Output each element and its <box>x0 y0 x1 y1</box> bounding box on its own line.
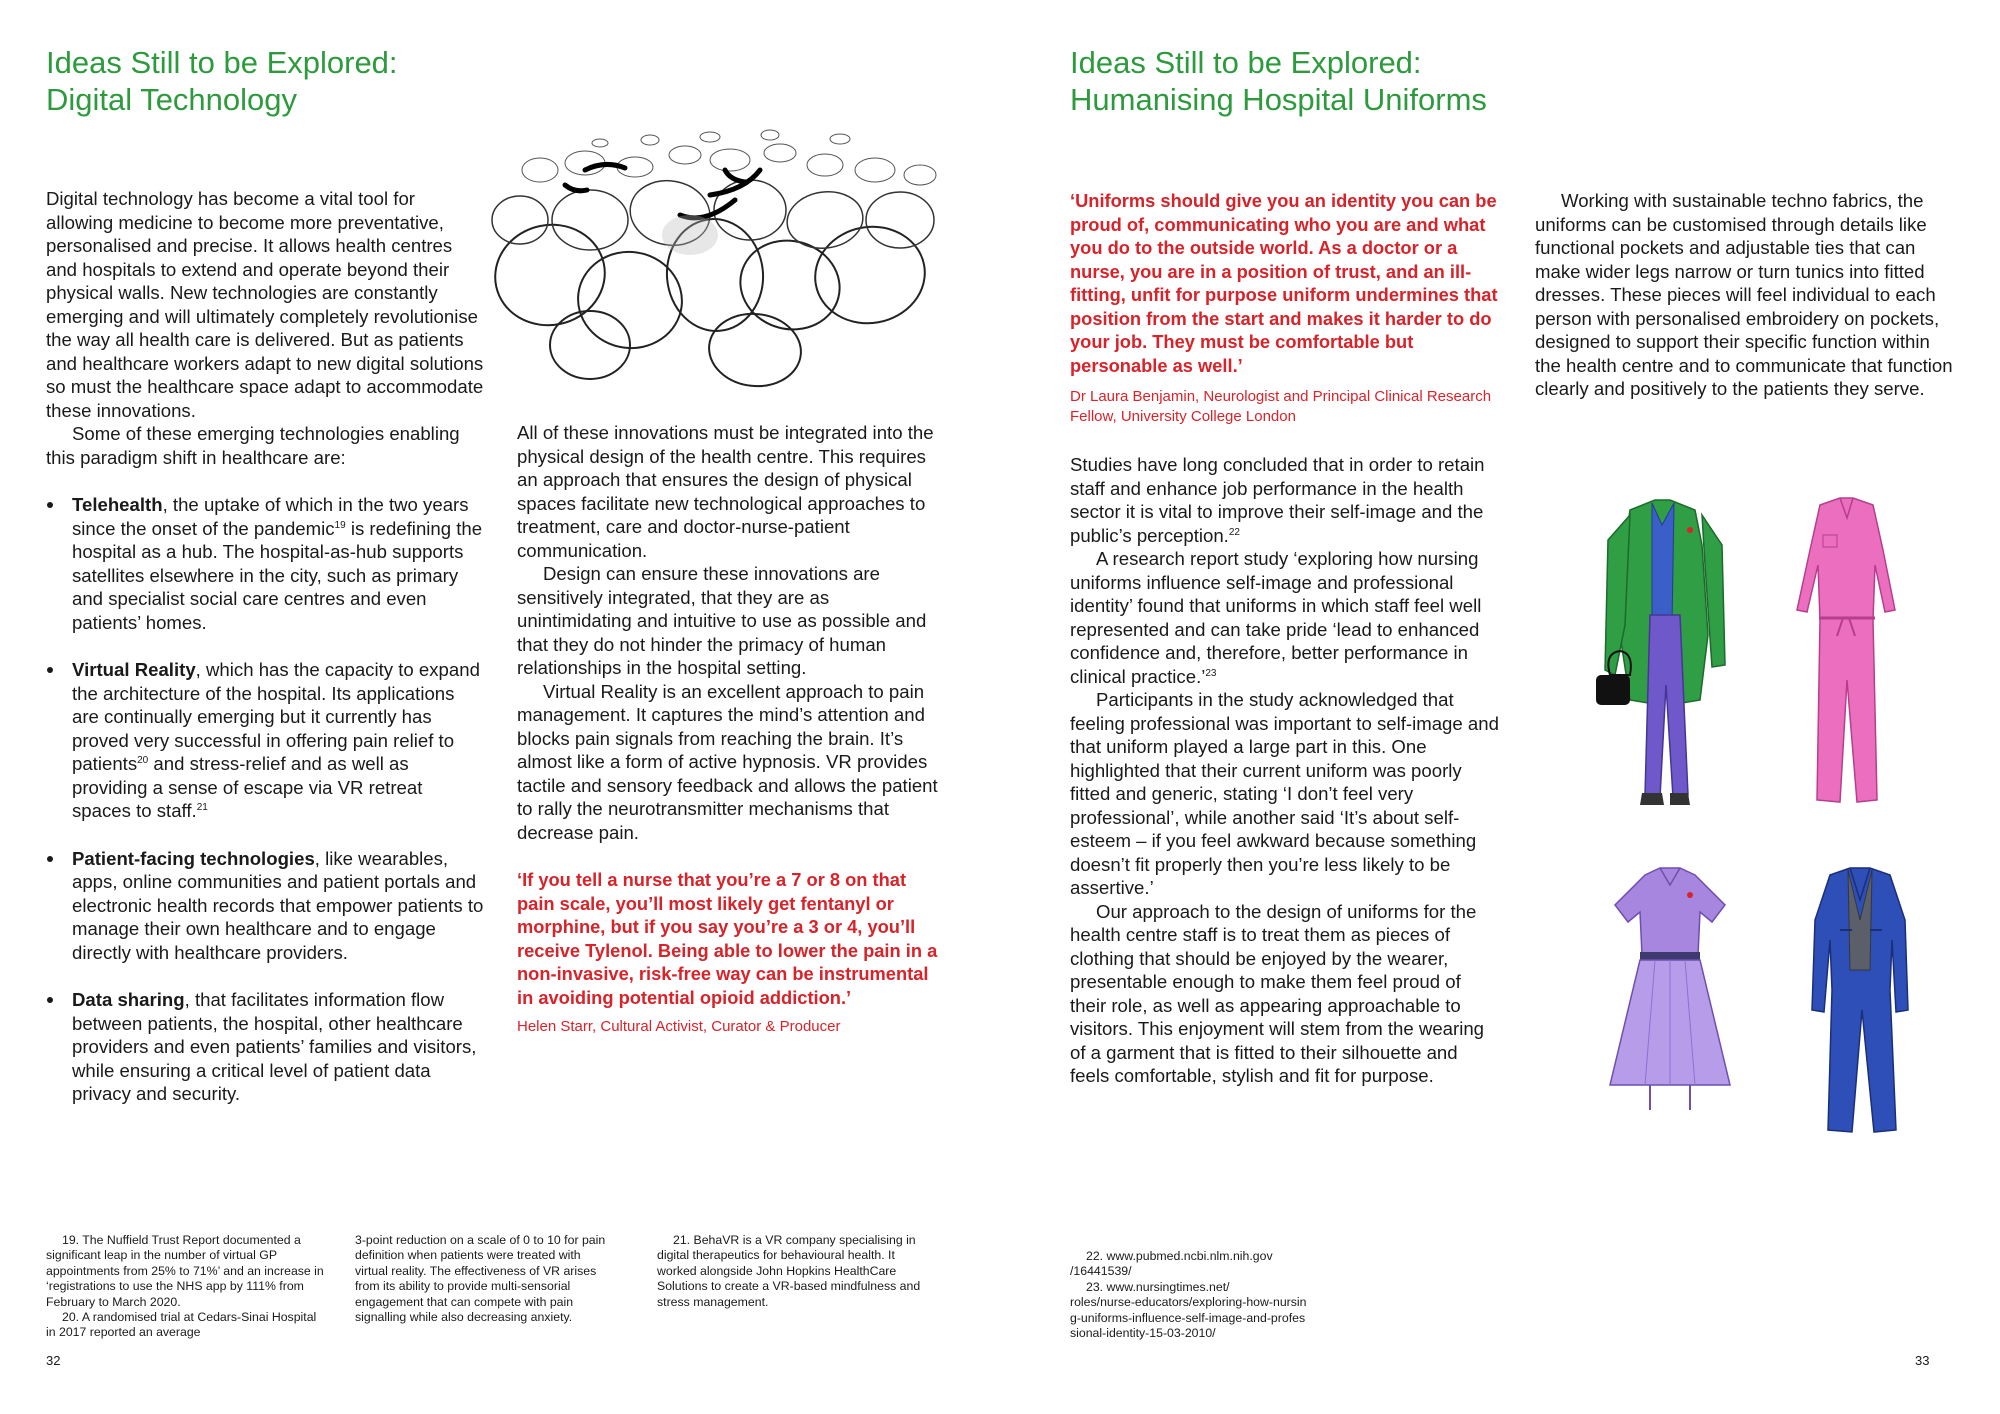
paragraph-text: A research report study ‘exploring how nursing uniforms influence self-image and professional identity’ found that uniforms in which staff feel well represented and can take pride ‘lead to enhanced confidence and, therefore, better performance in clinical practice.’ <box>1070 548 1482 687</box>
bullet-term: Telehealth <box>72 494 163 515</box>
footnotes-col-2 <box>355 1233 615 1325</box>
intro-paragraph-2: Some of these emerging technologies enabling this paradigm shift in healthcare are: <box>46 423 460 468</box>
left-heading-line2: Digital Technology <box>46 82 298 117</box>
left-page-heading <box>46 44 398 118</box>
uniform-blue-suit-illustration <box>1800 860 1920 1135</box>
uniform-pink-jumpsuit-illustration <box>1785 490 1905 810</box>
uniform-green-coat-illustration <box>1590 485 1735 810</box>
left-heading-line1: Ideas Still to be Explored: <box>46 45 398 80</box>
bullet-term: Virtual Reality <box>72 659 196 680</box>
footnote-23-url-end: roles/nurse-educators/exploring-how-nursing-uniforms-influence-self-image-and-professional-identity-15-03-2010/ <box>1070 1295 1307 1341</box>
bullet-term: Patient-facing technologies <box>72 847 315 869</box>
ink-scribble-illustration <box>480 125 960 395</box>
approach-paragraph: Our approach to the design of uniforms for the health centre staff is to treat them as pieces of clothing that should be enjoyed by the wearer, presentable enough to make them feel proud of their role, as well as appearing approachable to visitors. This enjoyment will stem from the wearing of a garment that is fitted to their silhouette and feels comfortable, stylish and fit for purpose. <box>1070 900 1485 1086</box>
bullet-text: , that facilitates information flow between patients, the hospital, other healthcare providers and even patients’ families and visitors, while ensuring a critical level of patient data privacy and security. <box>72 989 477 1104</box>
research-paragraph <box>1070 547 1500 688</box>
footnote-21: 21. BehaVR is a VR company specialising in digital therapeutics for behavioural health. It worked alongside John Hopkins HealthCare Solutions to create a VR-based mindfulness and stress management. <box>657 1233 921 1309</box>
footnote-ref: 23 <box>1205 667 1217 679</box>
right-column-1 <box>1070 189 1500 1088</box>
footnotes-col-1 <box>46 1233 326 1341</box>
footnote-22-url: 22. www.pubmed.ncbi.nlm.nih.gov <box>1086 1249 1273 1263</box>
pain-scale-quote: ‘If you tell a nurse that you’re a 7 or 8 on that pain scale, you’ll most likely get fentanyl or morphine, but if you say you’re a 3 or 4, you’ll receive Tylenol. Being able to lower the pain in a non-invasive, risk-free way can be instrumental in avoiding potential opioid addiction.’ <box>517 869 938 1008</box>
right-column-2 <box>1535 189 1955 401</box>
footnote-19: 19. The Nuffield Trust Report documented a significant leap in the number of virtual GP appointments from 25% to 71%’ and an increase in ‘registrations to use the NHS app by 111% from February to March 2020. <box>46 1233 324 1309</box>
bullet-text: is redefining the hospital as a hub. The hospital-as-hub supports satellites elsewhere in the city, such as primary and specialist social care centres and even patients’ homes. <box>72 517 483 633</box>
participants-paragraph: Participants in the study acknowledged that feeling professional was important to self-image and that uniform played a large part in this. One highlighted that their current uniform was poorly fitted and generic, stating ‘I don’t feel very professional’, while another said ‘It’s about self-esteem – if you feel awkward because something doesn’t fit properly then you’re less likely to be assertive.’ <box>1070 689 1499 898</box>
footnote-22-url-end: /16441539/ <box>1070 1264 1132 1279</box>
footnote-ref: 21 <box>196 802 208 813</box>
quote-attribution: Helen Starr, Cultural Activist, Curator & Producer <box>517 1018 841 1035</box>
bullet-patient-facing <box>46 847 486 965</box>
bullet-text: , the uptake of which in the two years since the onset of the pandemic <box>72 494 469 539</box>
right-page <box>1000 0 2000 1414</box>
left-column-2 <box>517 421 947 1037</box>
bullet-telehealth <box>46 493 486 634</box>
staff-retention-paragraph <box>1070 453 1500 547</box>
page-number-right: 33 <box>1915 1353 1930 1368</box>
uniform-quote-attribution: Dr Laura Benjamin, Neurologist and Principal Clinical Research Fellow, University College London <box>1070 388 1492 425</box>
right-footnotes <box>1070 1249 1310 1341</box>
footnote-ref: 19 <box>334 519 346 531</box>
bullet-text: , which has the capacity to expand the architecture of the hospital. Its applications are continually emerging but it currently has proved very successful in offering pain relief to patients <box>72 659 480 774</box>
footnote-ref: 22 <box>1228 526 1240 538</box>
footnotes-col-3 <box>657 1233 927 1310</box>
footnote-20-end: 3-point reduction on a scale of 0 to 10 for pain definition when patients were treated with virtual reality. The effectiveness of VR arises from its ability to provide multi-sensorial engagement that can compete with pain signalling while also decreasing anxiety. <box>355 1233 606 1325</box>
vr-paragraph: Virtual Reality is an excellent approach to pain management. It captures the mind’s attention and blocks pain signals from reaching the brain. It’s almost like a form of active hypnosis. VR provides tactile and sensory feedback and allows the patient to rally the neurotransmitter mechanisms that decrease pain. <box>517 680 938 843</box>
intro-paragraph: Digital technology has become a vital tool for allowing medicine to become more preventative, personalised and precise. It allows health centres and hospitals to extend and operate beyond their physical walls. New technologies are constantly emerging and will ultimately completely revolutionise the way all health care is delivered. But as patients and healthcare workers adapt to new digital solutions so must the healthcare space adapt to accommodate these innovations. <box>46 188 484 421</box>
uniform-quote: ‘Uniforms should give you an identity you can be proud of, communicating who you are and what you do to the outside world. As a doctor or a nurse, you are in a position of trust, and an ill-fitting, unfit for purpose uniform undermines that position from the start and makes it harder to do your job. They must be comfortable but personable as well.’ <box>1070 190 1498 376</box>
left-column-1 <box>46 187 486 1106</box>
design-paragraph: Design can ensure these innovations are sensitively integrated, that they are as unintimidating and intuitive to use as possible and that they do not hinder the primacy of human relationships in the hospital setting. <box>517 563 927 678</box>
bullet-term: Data sharing <box>72 989 185 1010</box>
right-heading-line1: Ideas Still to be Explored: <box>1070 45 1422 80</box>
right-heading-line2: Humanising Hospital Uniforms <box>1070 82 1487 117</box>
bullet-text: and stress-relief and as well as providing a sense of escape via VR retreat spaces to staff. <box>72 753 423 821</box>
page-number-left: 32 <box>46 1353 61 1368</box>
integration-paragraph: All of these innovations must be integrated into the physical design of the health centre. This requires an approach that ensures the design of physical spaces facilitate new technological approaches to treatment, care and doctor-nurse-patient communication. <box>517 422 934 561</box>
right-page-heading <box>1070 44 1487 118</box>
footnote-20-start: 20. A randomised trial at Cedars-Sinai Hospital in 2017 reported an average <box>46 1310 317 1340</box>
footnote-ref: 20 <box>137 755 149 766</box>
bullet-virtual-reality <box>46 658 486 823</box>
fabrics-paragraph: Working with sustainable techno fabrics, the uniforms can be customised through details like functional pockets and adjustable ties that can make wider legs narrow or turn tunics into fitted dresses. These pieces will feel individual to each person with personalised embroidery on pockets, designed to support their specific function within the health centre and to communicate that function clearly and positively to the patients they serve. <box>1535 190 1953 399</box>
bullet-data-sharing <box>46 988 486 1106</box>
uniform-purple-dress-illustration <box>1600 860 1740 1120</box>
technology-bullet-list <box>46 493 486 1106</box>
paragraph-text: Studies have long concluded that in order to retain staff and enhance job performance in the health sector it is vital to improve their self-image and the public’s perception. <box>1070 454 1485 546</box>
bullet-text: , like wearables, apps, online communities and patient portals and electronic health records that empower patients to manage their own healthcare and to engage directly with healthcare providers. <box>72 847 484 963</box>
footnote-23-url: 23. www.nursingtimes.net/ <box>1086 1279 1230 1294</box>
